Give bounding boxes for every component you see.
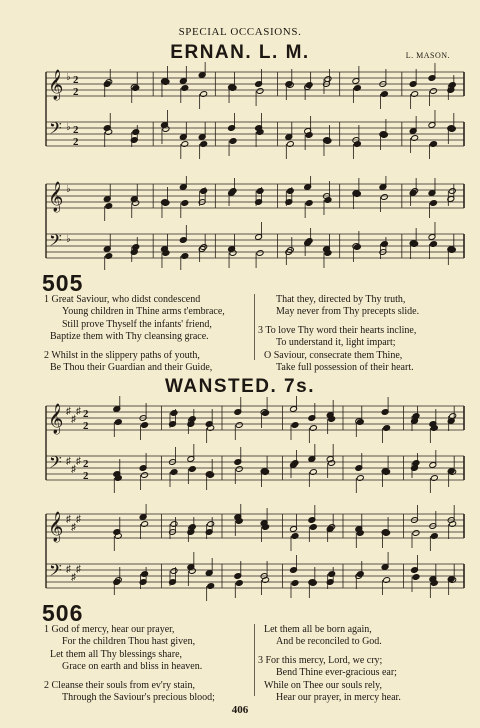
sharp-sign: ♯ [66,564,71,575]
note-head [412,574,420,581]
verse-line: Let them all Thy blessings share, [50,648,183,660]
verse-line: 1 Great Saviour, who didst condescend [44,294,201,305]
treble-clef: 𝄞 [48,70,64,100]
stanza [44,680,254,705]
wansted-score-system-2 [0,504,480,602]
verse-line: 3 For this mercy, Lord, we cry; [258,654,383,666]
note-head [412,460,420,467]
note-head [291,460,299,467]
verses-right-column [258,624,456,710]
time-signature: 2 [83,458,89,470]
time-signature: 2 [83,420,89,432]
note-head [328,460,336,467]
verse-line: That they, directed by Thy truth, [276,294,406,305]
bass-clef: 𝄢 [49,118,62,142]
note-head [309,524,317,531]
composer-credit: L. MASON. [405,51,450,60]
verse-line: 2 Cleanse their souls from ev'ry stain, [44,679,195,691]
note-head [353,244,361,251]
stanza [258,294,456,319]
note-head [256,250,264,257]
stanza [44,294,254,344]
verse-line: Young children in Thine arms t'embrace, [62,306,225,318]
time-signature: 2 [83,470,89,482]
note-head [448,188,456,195]
note-head [305,82,313,89]
time-signature: 2 [73,124,79,136]
stanza [44,624,254,674]
verse-line: And be reconciled to God. [276,636,382,648]
note-head [132,244,140,251]
verse-line: Take full possession of their heart. [276,362,414,374]
note-head [141,472,149,479]
bass-clef: 𝄢 [49,452,62,476]
verse-line: O Saviour, consecrate them Thine, [264,349,403,361]
note-head [200,244,208,251]
sharp-sign: ♯ [71,522,76,533]
note-head [229,138,237,145]
note-head [141,422,149,429]
note-head [291,580,299,587]
note-head [286,188,294,195]
verse-line: 1 God of mercy, hear our prayer, [44,624,175,635]
verse-line: To understand it, light impart; [276,337,396,349]
treble-clef: 𝄞 [48,404,64,434]
flat-sign: ♭ [66,122,71,133]
flat-sign: ♭ [66,234,71,245]
column-divider [254,624,255,696]
note-head [235,466,243,473]
note-head [305,132,313,139]
note-head [256,88,264,95]
hymn-505-verses [44,294,454,374]
time-signature: 2 [73,136,79,148]
note-head [235,580,243,587]
stanza [44,350,254,375]
sharp-sign: ♯ [71,414,76,425]
verse-line: Hear our prayer, in mercy hear. [276,692,401,704]
verse-line: Let them all be born again, [264,624,372,635]
sharp-sign: ♯ [66,514,71,525]
sharp-sign: ♯ [66,406,71,417]
note-head [380,194,388,201]
note-head [324,76,332,83]
verse-line: For the children Thou hast given, [62,636,196,648]
ernan-score-system-2 [0,176,480,270]
note-head [430,200,438,207]
verse-line: May never from Thy precepts slide. [276,306,420,318]
note-head [412,530,420,537]
note-head [200,188,208,195]
wansted-score-system-1 [0,396,480,500]
bass-clef: 𝄢 [49,230,62,254]
hymn-number-505: 505 [42,270,84,296]
time-signature: 2 [73,74,79,86]
note-head [305,200,313,207]
note-head [256,188,264,195]
tune-title-wansted: WANSTED. 7s. [165,376,315,397]
note-head [229,188,237,195]
note-head [170,410,178,417]
hymn-number-506: 506 [42,600,84,626]
page-number: 406 [231,704,249,716]
note-head [291,422,299,429]
flat-sign: ♭ [66,72,71,83]
note-head [181,200,189,207]
sharp-sign: ♯ [76,564,81,575]
note-head [262,410,270,417]
stanza [258,325,456,375]
treble-clef: 𝄞 [48,182,64,212]
verses-left-column [44,624,254,710]
verse-line: Through the Saviour's precious blood; [62,692,215,704]
time-signature: 2 [83,408,89,420]
verses-right-column [258,294,456,380]
flat-sign: ♭ [66,184,71,195]
stanza [258,624,456,649]
note-head [188,416,196,423]
sharp-sign: ♯ [66,456,71,467]
verse-line: 3 To love Thy word their hearts incline, [258,324,417,336]
treble-clef: 𝄞 [48,512,64,542]
time-signature: 2 [73,86,79,98]
sharp-sign: ♯ [71,572,76,583]
sharp-sign: ♯ [76,406,81,417]
verse-line: While on Thee our souls rely, [264,679,383,691]
verses-left-column [44,294,254,380]
note-head [170,568,178,575]
verse-line: Be Thou their Guardian and their Guide, [50,362,213,374]
sharp-sign: ♯ [76,456,81,467]
note-head [188,466,196,473]
verse-line: Still prove Thyself the infants' friend, [62,318,212,330]
ernan-score-system-1 [0,62,480,174]
note-head [430,88,438,95]
verse-line: Grace on earth and bliss in heaven. [62,661,203,673]
verse-line: Baptize them with Thy cleansing grace. [50,331,209,343]
note-head [305,238,313,245]
stanza [258,655,456,705]
note-head [188,524,196,531]
verse-line: Bend Thine ever-gracious ear; [276,667,397,679]
note-head [448,82,456,89]
sharp-sign: ♯ [76,514,81,525]
bass-clef: 𝄢 [49,560,62,584]
running-head: SPECIAL OCCASIONS. [178,26,302,38]
column-divider [254,294,255,360]
hymn-506-verses [44,624,454,702]
tune-title-ernan: ERNAN. L. M. [170,42,310,63]
sharp-sign: ♯ [71,464,76,475]
note-head [235,422,243,429]
verse-line: 2 Whilst in the slippery paths of youth, [44,349,200,361]
